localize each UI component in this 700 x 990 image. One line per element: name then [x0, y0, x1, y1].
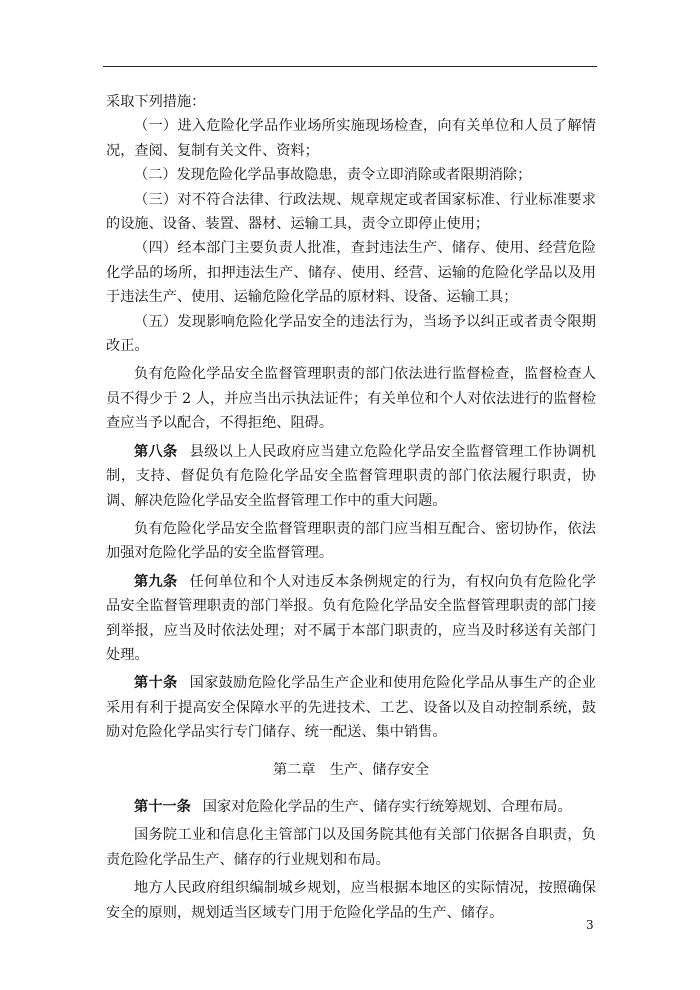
chapter-heading: 第二章 生产、储存安全	[272, 761, 430, 778]
article-10-title: 第十条	[134, 675, 178, 692]
measure-item-3: （三）对不符合法律、行政法规、规章规定或者国家标准、行业标准要求的设施、设备、装置、器材、运输工具，责令立即停止使用；	[106, 191, 596, 233]
measure-item-2: （二）发现危险化学品事故隐患，责令立即消除或者限期消除；	[134, 167, 532, 184]
paragraph-planning-industry: 国务院工业和信息化主管部门以及国务院其他有关部门依据各自职责，负责危险化学品生产、储存的行业规划和布局。	[106, 827, 596, 868]
measure-item-5: （五）发现影响危险化学品安全的违法行为，当场予以纠正或者责令限期改正。	[106, 313, 596, 355]
page-number: 3	[586, 918, 594, 932]
article-11	[106, 795, 596, 819]
page-body	[106, 90, 596, 925]
article-11-text: 国家对危险化学品的生产、储存实行统筹规划、合理布局。	[202, 798, 572, 815]
article-9-title: 第九条	[134, 573, 178, 590]
paragraph-continuation: 采取下列措施：	[106, 94, 206, 110]
article-9-text: 任何单位和个人对违反本条例规定的行为，有权向负有危险化学品安全监督管理职责的部门举报。负有危险化学品安全监督管理职责的部门接到举报，应当及时依法处理；对不属于本部门职责的，应当及时移送有关部门处理。	[106, 573, 596, 663]
article-10-text: 国家鼓励危险化学品生产企业和使用危险化学品从事生产的企业采用有利于提高安全保障水平的先进技术、工艺、设备以及自动控制系统，鼓励对危险化学品实行专门储存、统一配送、集中销售。	[106, 675, 596, 741]
paragraph-inspection: 负有危险化学品安全监督管理职责的部门依法进行监督检查，监督检查人员不得少于 2 人，并应当出示执法证件；有关单位和个人对依法进行的监督检查应当予以配合，不得拒绝、阻碍。	[106, 366, 596, 432]
header-rule	[103, 66, 597, 67]
article-8-text: 县级以上人民政府应当建立危险化学品安全监督管理工作协调机制，支持、督促负有危险化学品安全监督管理职责的部门依法履行职责，协调、解决危险化学品安全监督管理工作中的重大问题。	[106, 443, 596, 509]
article-10	[106, 671, 596, 744]
article-8	[106, 440, 596, 513]
measure-item-1: （一）进入危险化学品作业场所实施现场检查，向有关单位和人员了解情况，查阅、复制有关文件、资料；	[106, 118, 596, 159]
article-8-title: 第八条	[134, 443, 178, 460]
paragraph-cooperation: 负有危险化学品安全监督管理职责的部门应当相互配合、密切协作，依法加强对危险化学品的安全监督管理。	[106, 520, 596, 562]
article-11-title: 第十一条	[134, 798, 191, 815]
article-9	[106, 570, 596, 668]
measure-item-4: （四）经本部门主要负责人批准，查封违法生产、储存、使用、经营危险化学品的场所，扣押违法生产、储存、使用、经营、运输的危险化学品以及用于违法生产、使用、运输危险化学品的原材料、设备、运输工具；	[106, 240, 596, 306]
paragraph-planning-local: 地方人民政府组织编制城乡规划，应当根据本地区的实际情况，按照确保安全的原则，规划适当区域专门用于危险化学品的生产、储存。	[106, 880, 596, 921]
